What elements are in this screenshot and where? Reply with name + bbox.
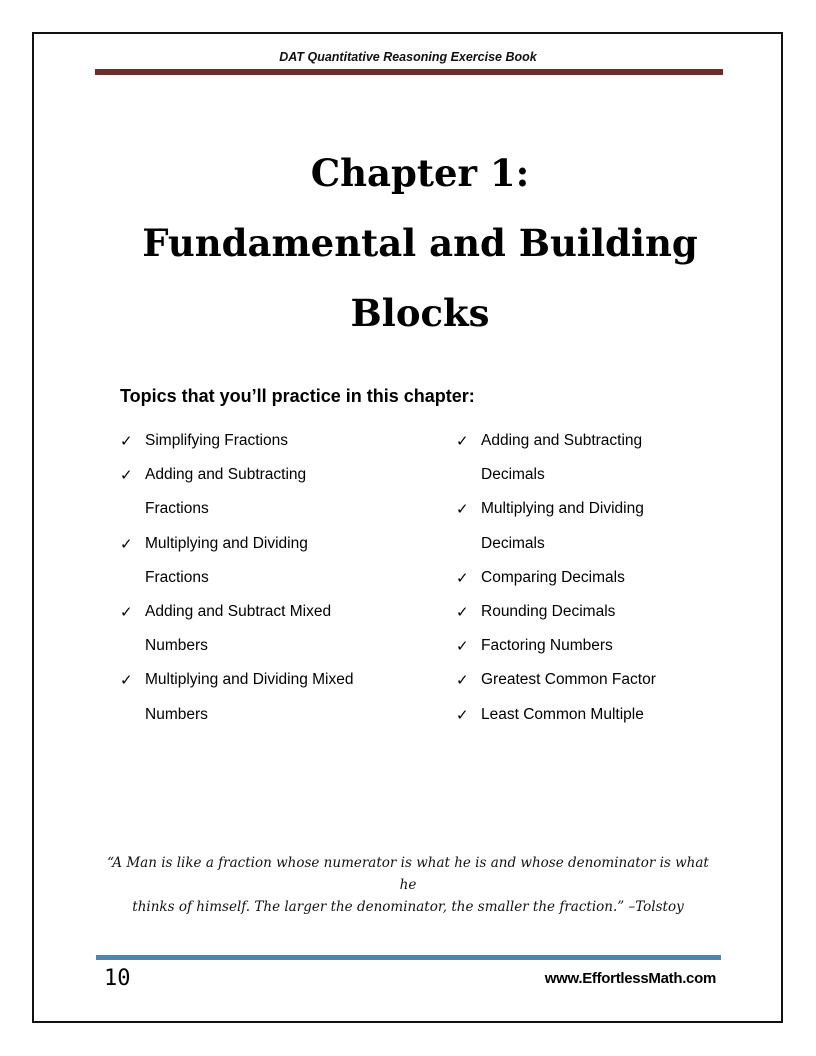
topic-item: [456, 595, 776, 629]
topic-line: Multiplying and Dividing: [145, 534, 308, 552]
topic-line: Comparing Decimals: [481, 568, 625, 586]
checkmark-icon: ✓: [120, 432, 133, 450]
topic-item: [456, 663, 776, 697]
checkmark-icon: ✓: [456, 637, 469, 656]
topic-line: Least Common Multiple: [481, 705, 644, 723]
checkmark-icon: ✓: [456, 603, 469, 622]
chapter-title-line-3: Blocks: [350, 291, 490, 335]
checkmark-icon: ✓: [456, 671, 469, 690]
chapter-quote: [100, 852, 716, 918]
topic-line: Adding and Subtracting: [481, 432, 643, 449]
topic-item: [120, 663, 440, 731]
chapter-title-line-1: Chapter 1:: [310, 151, 530, 195]
topic-line: Fractions: [145, 568, 209, 586]
topics-right-column: [456, 424, 776, 732]
checkmark-icon: ✓: [456, 705, 469, 724]
running-header: DAT Quantitative Reasoning Exercise Book: [279, 50, 537, 64]
topic-item: [456, 424, 776, 492]
topic-item: [120, 458, 440, 526]
topic-item: [120, 595, 440, 663]
topic-item: [120, 527, 440, 595]
topic-line: Multiplying and Dividing Mixed: [145, 671, 354, 689]
topic-line: Decimals: [481, 466, 545, 484]
chapter-title-line-2: Fundamental and Building: [142, 221, 698, 265]
checkmark-icon: ✓: [120, 603, 133, 622]
checkmark-icon: ✓: [120, 466, 133, 485]
checkmark-icon: ✓: [120, 671, 133, 690]
website-link[interactable]: www.EffortlessMath.com: [544, 970, 716, 987]
checkmark-icon: ✓: [456, 568, 469, 587]
topic-item: [456, 629, 776, 663]
page-number: 10: [104, 966, 131, 991]
topic-line: Decimals: [481, 534, 545, 552]
topic-line: Fractions: [145, 500, 209, 518]
topic-line: Simplifying Fractions: [145, 432, 288, 449]
topic-item: [456, 698, 776, 732]
checkmark-icon: ✓: [456, 500, 469, 519]
topic-line: Greatest Common Factor: [481, 671, 656, 689]
topic-line: Numbers: [145, 705, 208, 723]
topic-item: [120, 424, 440, 458]
topic-line: Multiplying and Dividing: [481, 500, 644, 518]
checkmark-icon: ✓: [120, 534, 133, 553]
topic-line: Factoring Numbers: [481, 637, 613, 655]
checkmark-icon: ✓: [456, 432, 469, 450]
topic-line: Adding and Subtracting: [145, 466, 307, 484]
chapter-title: [60, 138, 780, 348]
topic-line: Rounding Decimals: [481, 603, 616, 621]
topics-left-column: [120, 424, 440, 732]
footer-rule: [96, 955, 721, 960]
quote-line-1: “A Man is like a fraction whose numerator is what he is and whose denominator is what he: [107, 855, 709, 893]
topics-heading: Topics that you’ll practice in this chapter:: [120, 386, 475, 406]
topic-line: Adding and Subtract Mixed: [145, 603, 332, 621]
topic-item: [456, 561, 776, 595]
quote-line-2: thinks of himself. The larger the denominator, the smaller the fraction.” –Tolstoy: [132, 899, 684, 915]
topic-item: [456, 492, 776, 560]
topic-line: Numbers: [145, 637, 208, 655]
header-rule: [95, 69, 723, 75]
